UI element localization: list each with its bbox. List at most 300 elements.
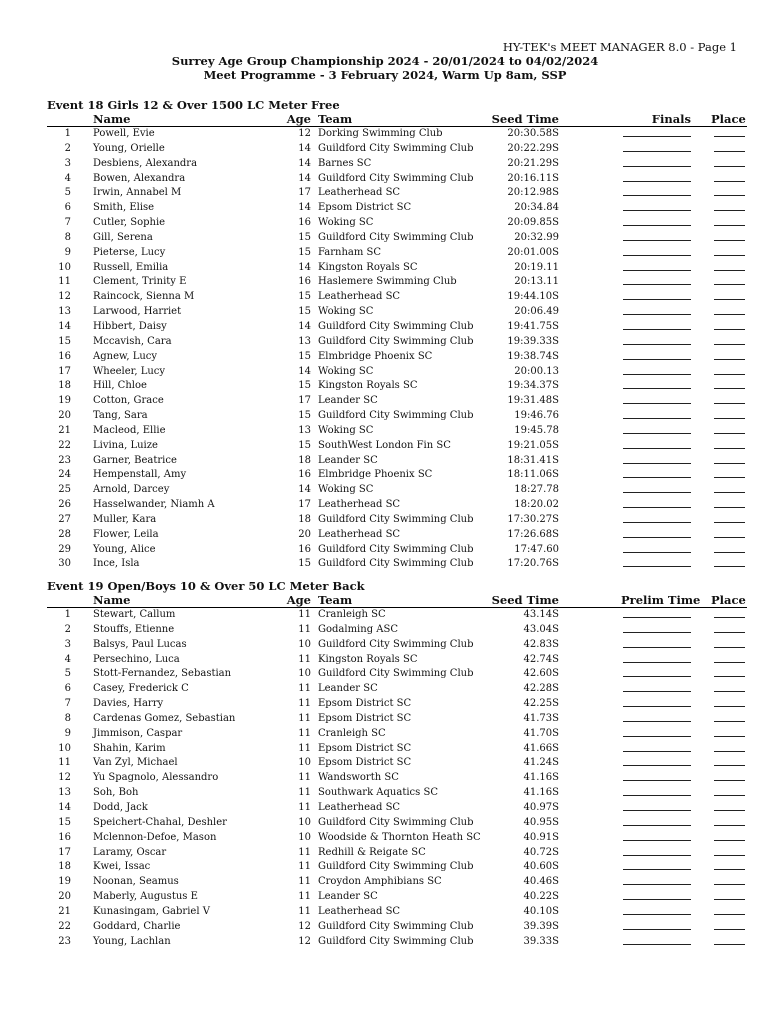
place-blank-line [714,860,745,870]
result-blank-cell [621,335,691,351]
seed-time: 20:34.84 [514,202,559,214]
swimmer-age: 16 [298,543,311,555]
swimmer-age: 11 [298,712,311,724]
place-blank-line [714,231,745,241]
seed-time: 41.70S [523,727,559,739]
seed-time: 40.95S [523,816,559,828]
result-blank-cell [621,742,691,758]
swimmer-age: 14 [298,261,311,273]
seed-time: 18:31.41S [507,454,559,466]
result-blank-cell [621,231,691,247]
place-blank-cell [711,172,745,188]
swimmer-age: 11 [298,698,311,710]
result-blank-cell [621,454,691,470]
result-blank-line [623,216,691,226]
swimmer-age: 17 [298,395,311,407]
entry-row [47,608,747,623]
result-blank-cell [621,638,691,654]
entry-number: 11 [58,757,71,769]
place-blank-cell [711,186,745,202]
entry-row [47,756,747,771]
result-blank-line [623,350,691,360]
result-blank-line [623,186,691,196]
result-blank-cell [621,557,691,573]
entry-number: 13 [58,306,71,318]
result-blank-cell [621,905,691,921]
swimmer-age: 15 [298,380,311,392]
column-header-row [47,112,747,127]
event-title: Event 19 Open/Boys 10 & Over 50 LC Meter Back [47,579,365,593]
entry-number: 29 [58,543,71,555]
place-blank-line [714,528,745,538]
swimmer-team: Epsom District SC [318,698,412,710]
meet-subtitle: Meet Programme - 3 February 2024, Warm Up 8am, SSP [203,68,567,82]
result-blank-line [623,846,691,856]
result-blank-line [623,231,691,241]
swimmer-age: 14 [298,320,311,332]
place-blank-cell [711,860,745,876]
place-blank-line [714,498,745,508]
result-blank-cell [621,513,691,529]
result-blank-line [623,905,691,915]
result-blank-cell [621,712,691,728]
place-blank-cell [711,890,745,906]
result-blank-cell [621,890,691,906]
result-blank-cell [621,216,691,232]
swimmer-team: Wandsworth SC [318,772,399,784]
place-blank-line [714,712,745,722]
seed-time: 40.97S [523,801,559,813]
swimmer-team: Leatherhead SC [318,801,401,813]
entry-number: 9 [64,246,71,258]
swimmer-team: Epsom District SC [318,757,412,769]
swimmer-team: Guildford City Swimming Club [318,320,474,332]
entry-number: 22 [58,920,71,932]
swimmer-team: Croydon Amphibians SC [318,876,442,888]
swimmer-age: 16 [298,217,311,229]
place-blank-cell [711,350,745,366]
swimmer-name: Irwin, Annabel M [93,187,182,199]
place-blank-cell [711,365,745,381]
place-blank-line [714,483,745,493]
place-blank-cell [711,394,745,410]
entry-number: 3 [64,157,71,169]
seed-time: 19:46.76 [514,410,559,422]
seed-time: 18:27.78 [514,484,559,496]
place-blank-cell [711,424,745,440]
column-header-row [47,593,747,608]
swimmer-age: 17 [298,499,311,511]
result-blank-cell [621,543,691,559]
swimmer-age: 10 [298,668,311,680]
entry-number: 16 [58,831,71,843]
place-blank-line [714,697,745,707]
result-blank-cell [621,201,691,217]
entry-number: 8 [64,231,71,243]
entry-number: 11 [58,276,71,288]
result-blank-line [623,557,691,567]
entry-number: 17 [58,846,71,858]
swimmer-age: 11 [298,683,311,695]
entry-number: 18 [58,861,71,873]
entry-row [47,682,747,697]
seed-time: 40.46S [523,876,559,888]
event-title: Event 18 Girls 12 & Over 1500 LC Meter Free [47,98,340,112]
entry-number: 20 [58,891,71,903]
swimmer-name: Hasselwander, Niamh A [93,499,215,511]
swimmer-team: Guildford City Swimming Club [318,172,474,184]
seed-time: 19:41.75S [507,320,559,332]
result-blank-line [623,157,691,167]
place-blank-line [714,846,745,856]
swimmer-name: Balsys, Paul Lucas [93,638,187,650]
result-blank-line [623,320,691,330]
place-blank-cell [711,608,745,624]
place-blank-line [714,756,745,766]
result-blank-line [623,305,691,315]
entry-row [47,216,747,231]
seed-time: 17:20.76S [507,558,559,570]
swimmer-team: Epsom District SC [318,742,412,754]
entry-row [47,335,747,350]
swimmer-team: Epsom District SC [318,712,412,724]
seed-time: 19:34.37S [507,380,559,392]
seed-time: 42.83S [523,638,559,650]
swimmer-name: Kwei, Issac [93,861,151,873]
place-blank-line [714,786,745,796]
seed-time: 20:21.29S [507,157,559,169]
entry-number: 15 [58,335,71,347]
entry-row [47,727,747,742]
entry-number: 14 [58,320,71,332]
result-blank-cell [621,920,691,936]
swimmer-age: 14 [298,172,311,184]
place-blank-line [714,409,745,419]
swimmer-name: Young, Orielle [93,142,165,154]
place-blank-line [714,653,745,663]
swimmer-team: Guildford City Swimming Club [318,231,474,243]
result-blank-line [623,172,691,182]
entry-number: 4 [64,653,71,665]
place-blank-cell [711,379,745,395]
result-blank-cell [621,771,691,787]
place-blank-cell [711,305,745,321]
place-blank-cell [711,742,745,758]
entry-row [47,623,747,638]
result-blank-cell [621,727,691,743]
seed-time: 19:44.10S [507,291,559,303]
swimmer-team: Guildford City Swimming Club [318,816,474,828]
seed-time: 40.91S [523,831,559,843]
entry-row [47,638,747,653]
seed-time: 19:45.78 [514,424,559,436]
result-blank-cell [621,483,691,499]
swimmer-team: Leatherhead SC [318,905,401,917]
place-blank-line [714,246,745,256]
seed-time: 40.72S [523,846,559,858]
swimmer-age: 16 [298,276,311,288]
event-19-section [47,579,747,949]
entry-number: 2 [64,623,71,635]
swimmer-age: 11 [298,891,311,903]
result-blank-line [623,483,691,493]
place-blank-cell [711,697,745,713]
result-blank-cell [621,290,691,306]
entry-row [47,483,747,498]
place-blank-line [714,379,745,389]
seed-time: 41.16S [523,787,559,799]
place-blank-cell [711,231,745,247]
swimmer-name: Cutler, Sophie [93,217,166,229]
entry-row [47,186,747,201]
swimmer-team: Godalming ASC [318,623,398,635]
entry-row [47,543,747,558]
result-blank-cell [621,697,691,713]
place-blank-line [714,935,745,945]
seed-time: 20:13.11 [514,276,559,288]
result-blank-cell [621,186,691,202]
result-blank-cell [621,875,691,891]
swimmer-age: 14 [298,484,311,496]
swimmer-name: Flower, Leila [93,528,159,540]
place-blank-line [714,801,745,811]
result-blank-cell [621,756,691,772]
place-blank-line [714,439,745,449]
entry-row [47,653,747,668]
swimmer-age: 10 [298,816,311,828]
swimmer-name: Russell, Emilia [93,261,169,273]
place-blank-line [714,468,745,478]
result-blank-line [623,454,691,464]
swimmer-name: Laramy, Oscar [93,846,167,858]
result-blank-line [623,801,691,811]
place-blank-line [714,920,745,930]
result-blank-cell [621,468,691,484]
result-blank-cell [621,305,691,321]
place-blank-cell [711,831,745,847]
seed-time: 20:12.98S [507,187,559,199]
place-blank-line [714,727,745,737]
place-blank-cell [711,261,745,277]
place-blank-line [714,623,745,633]
place-blank-line [714,201,745,211]
swimmer-name: Persechino, Luca [93,653,180,665]
swimmer-name: Garner, Beatrice [93,454,177,466]
place-blank-line [714,320,745,330]
result-blank-line [623,246,691,256]
swimmer-team: Woodside & Thornton Heath SC [318,831,481,843]
result-blank-line [623,653,691,663]
place-blank-cell [711,454,745,470]
col-header-result: Finals [651,112,691,126]
swimmer-name: Agnew, Lucy [93,350,158,362]
swimmer-team: Guildford City Swimming Club [318,142,474,154]
swimmer-team: Guildford City Swimming Club [318,410,474,422]
result-blank-cell [621,350,691,366]
swimmer-name: Young, Alice [93,543,156,555]
swimmer-age: 14 [298,142,311,154]
place-blank-line [714,638,745,648]
entry-number: 19 [58,395,71,407]
place-blank-cell [711,275,745,291]
swimmer-team: SouthWest London Fin SC [318,439,451,451]
entry-row [47,454,747,469]
result-blank-cell [621,127,691,143]
seed-time: 41.16S [523,772,559,784]
seed-time: 18:11.06S [507,469,559,481]
result-blank-line [623,667,691,677]
swimmer-age: 11 [298,846,311,858]
entry-row [47,365,747,380]
swimmer-name: Maberly, Augustus E [93,891,198,903]
swimmer-age: 15 [298,558,311,570]
swimmer-team: Cranleigh SC [318,727,386,739]
result-blank-line [623,127,691,137]
seed-time: 42.28S [523,683,559,695]
result-blank-line [623,543,691,553]
seed-time: 20:19.11 [514,261,559,273]
place-blank-line [714,905,745,915]
swimmer-name: Goddard, Charlie [93,920,181,932]
swimmer-team: Elmbridge Phoenix SC [318,350,433,362]
swimmer-team: Woking SC [318,484,374,496]
place-blank-cell [711,335,745,351]
result-blank-line [623,727,691,737]
entry-row [47,157,747,172]
result-blank-line [623,365,691,375]
result-blank-cell [621,439,691,455]
swimmer-age: 15 [298,410,311,422]
entry-row [47,528,747,543]
entry-number: 24 [58,469,71,481]
result-blank-cell [621,801,691,817]
swimmer-name: Raincock, Sienna M [93,291,195,303]
result-blank-line [623,201,691,211]
result-blank-line [623,786,691,796]
result-blank-line [623,424,691,434]
place-blank-line [714,142,745,152]
swimmer-age: 18 [298,513,311,525]
seed-time: 42.60S [523,668,559,680]
result-blank-cell [621,935,691,951]
swimmer-team: Guildford City Swimming Club [318,935,474,947]
swimmer-team: Haslemere Swimming Club [318,276,457,288]
entry-number: 16 [58,350,71,362]
entry-number: 8 [64,712,71,724]
swimmer-name: Speichert-Chahal, Deshler [93,816,227,828]
swimmer-name: Gill, Serena [93,231,153,243]
swimmer-team: Guildford City Swimming Club [318,558,474,570]
entry-row [47,786,747,801]
result-blank-cell [621,528,691,544]
col-header-result: Prelim Time [621,593,701,607]
swimmer-name: Cotton, Grace [93,395,164,407]
result-blank-cell [621,623,691,639]
entry-row [47,231,747,246]
result-blank-cell [621,172,691,188]
result-blank-cell [621,275,691,291]
entry-number: 22 [58,439,71,451]
swimmer-name: Clement, Trinity E [93,276,187,288]
place-blank-cell [711,935,745,951]
place-blank-line [714,216,745,226]
entry-row [47,275,747,290]
place-blank-cell [711,320,745,336]
result-blank-cell [621,498,691,514]
swimmer-age: 11 [298,609,311,620]
swimmer-team: Epsom District SC [318,202,412,214]
entry-number: 13 [58,787,71,799]
entry-number: 6 [64,683,71,695]
swimmer-team: Guildford City Swimming Club [318,543,474,555]
swimmer-age: 11 [298,876,311,888]
entry-row [47,905,747,920]
place-blank-line [714,557,745,567]
swimmer-age: 11 [298,772,311,784]
entry-row [47,712,747,727]
swimmer-age: 15 [298,246,311,258]
swimmer-name: Macleod, Ellie [93,424,166,436]
seed-time: 20:06.49 [514,306,559,318]
place-blank-cell [711,216,745,232]
swimmer-team: Barnes SC [318,157,372,169]
place-blank-cell [711,468,745,484]
swimmer-age: 13 [298,335,311,347]
swimmer-name: Stott-Fernandez, Sebastian [93,668,232,680]
entry-row [47,439,747,454]
swimmer-name: Pieterse, Lucy [93,246,166,258]
seed-time: 40.60S [523,861,559,873]
swimmer-team: Woking SC [318,217,374,229]
swimmer-age: 11 [298,727,311,739]
entry-number: 21 [58,424,71,436]
entry-number: 14 [58,801,71,813]
swimmer-age: 18 [298,454,311,466]
entry-row [47,127,747,142]
swimmer-age: 13 [298,424,311,436]
seed-time: 42.74S [523,653,559,665]
result-blank-cell [621,365,691,381]
entry-number: 18 [58,380,71,392]
result-blank-cell [621,424,691,440]
place-blank-cell [711,905,745,921]
result-blank-line [623,742,691,752]
swimmer-age: 11 [298,742,311,754]
swimmer-age: 14 [298,157,311,169]
swimmer-name: Muller, Kara [93,513,157,525]
place-blank-cell [711,638,745,654]
result-blank-line [623,468,691,478]
result-blank-line [623,513,691,523]
swimmer-age: 10 [298,831,311,843]
col-header-age: Age [286,112,311,126]
swimmer-age: 11 [298,653,311,665]
swimmer-team: Elmbridge Phoenix SC [318,469,433,481]
place-blank-cell [711,771,745,787]
place-blank-cell [711,528,745,544]
result-blank-cell [621,831,691,847]
swimmer-age: 10 [298,638,311,650]
swimmer-team: Dorking Swimming Club [318,128,443,139]
swimmer-name: Hill, Chloe [93,380,147,392]
result-blank-line [623,920,691,930]
seed-time: 20:30.58S [507,128,559,139]
swimmer-name: Tang, Sara [93,410,148,422]
entry-number: 7 [64,217,71,229]
place-blank-line [714,261,745,271]
swimmer-name: Wheeler, Lucy [93,365,166,377]
entry-number: 20 [58,410,71,422]
